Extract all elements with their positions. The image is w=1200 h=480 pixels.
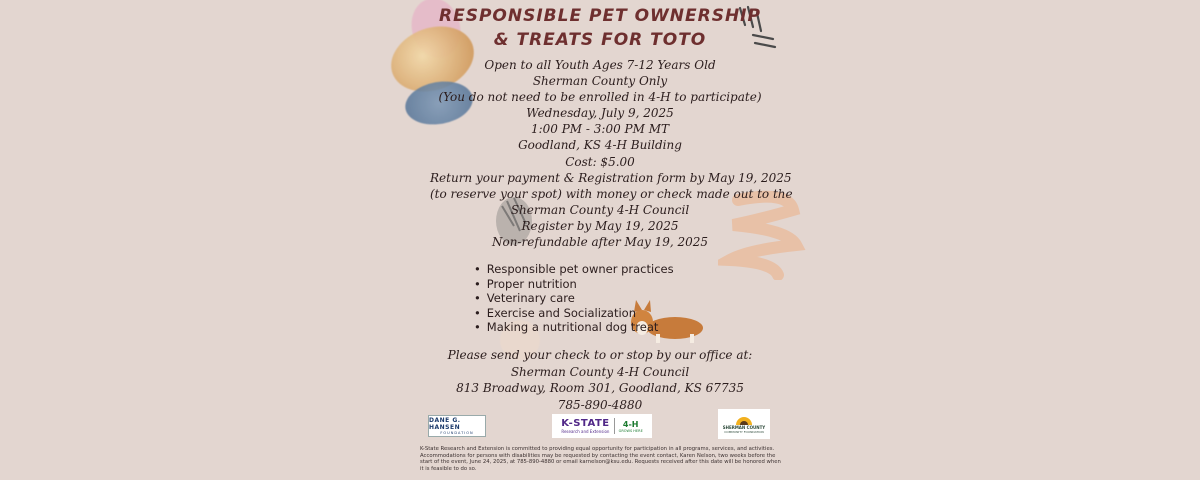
list-item: • Making a nutritional dog treat [474,320,674,335]
list-item: • Proper nutrition [474,277,674,292]
info-line: Sherman County Only [532,74,668,89]
sherman-county-foundation-logo: SHERMAN COUNTY COMMUNITY FOUNDATION [718,409,770,439]
info-line: Return your payment & Registration form by May 19, 2025 [430,170,792,185]
title-line-1: RESPONSIBLE PET OWNERSHIP [439,6,761,26]
equal-opportunity-disclaimer: K-State Research and Extension is committed to providing equal opportunity for participation in all programs, services, and activities. Accommodations for persons with disabilities may be requested by contacting the event contact, Karen Nelson, two weeks before the start of the event, June 24, 2025, at 785-890-4880 or email karnelson@ksu.edu. Requests received after this date will be honored when it is feasible to do so. [420,446,781,473]
contact-info [430,347,770,413]
list-item: • Veterinary care [474,291,674,306]
info-line: (You do not need to be enrolled in 4-H to participate) [438,90,762,105]
list-item: • Responsible pet owner practices [474,262,674,277]
info-line: (to reserve your spot) with money or check made out to the [430,186,793,201]
info-line: Non-refundable after May 19, 2025 [491,235,709,250]
title-line-2: & TREATS FOR TOTO [493,30,707,50]
list-item: • Exercise and Socialization [474,306,674,321]
contact-line: 813 Broadway, Room 301, Goodland, KS 67735 [456,381,744,396]
dane-hansen-foundation-logo: DANE G. HANSEN FOUNDATION [428,415,486,437]
info-line: Register by May 19, 2025 [521,218,679,233]
kstate-4h-logo: K-STATE Research and Extension 4-H GROWS HERE [552,414,652,438]
contact-line: Sherman County 4-H Council [510,364,690,379]
topics-list [474,262,674,335]
info-line: Goodland, KS 4-H Building [518,138,682,153]
info-line: 1:00 PM - 3:00 PM MT [530,122,670,137]
event-details [430,57,793,250]
info-line: Sherman County 4-H Council [510,202,690,217]
sunflower-icon [735,415,753,425]
contact-line: 785-890-4880 [557,397,643,412]
info-line: Open to all Youth Ages 7-12 Years Old [484,58,716,72]
info-line: Cost: $5.00 [565,154,635,169]
info-line: Wednesday, July 9, 2025 [526,106,674,121]
contact-line: Please send your check to or stop by our office at: [447,348,753,362]
